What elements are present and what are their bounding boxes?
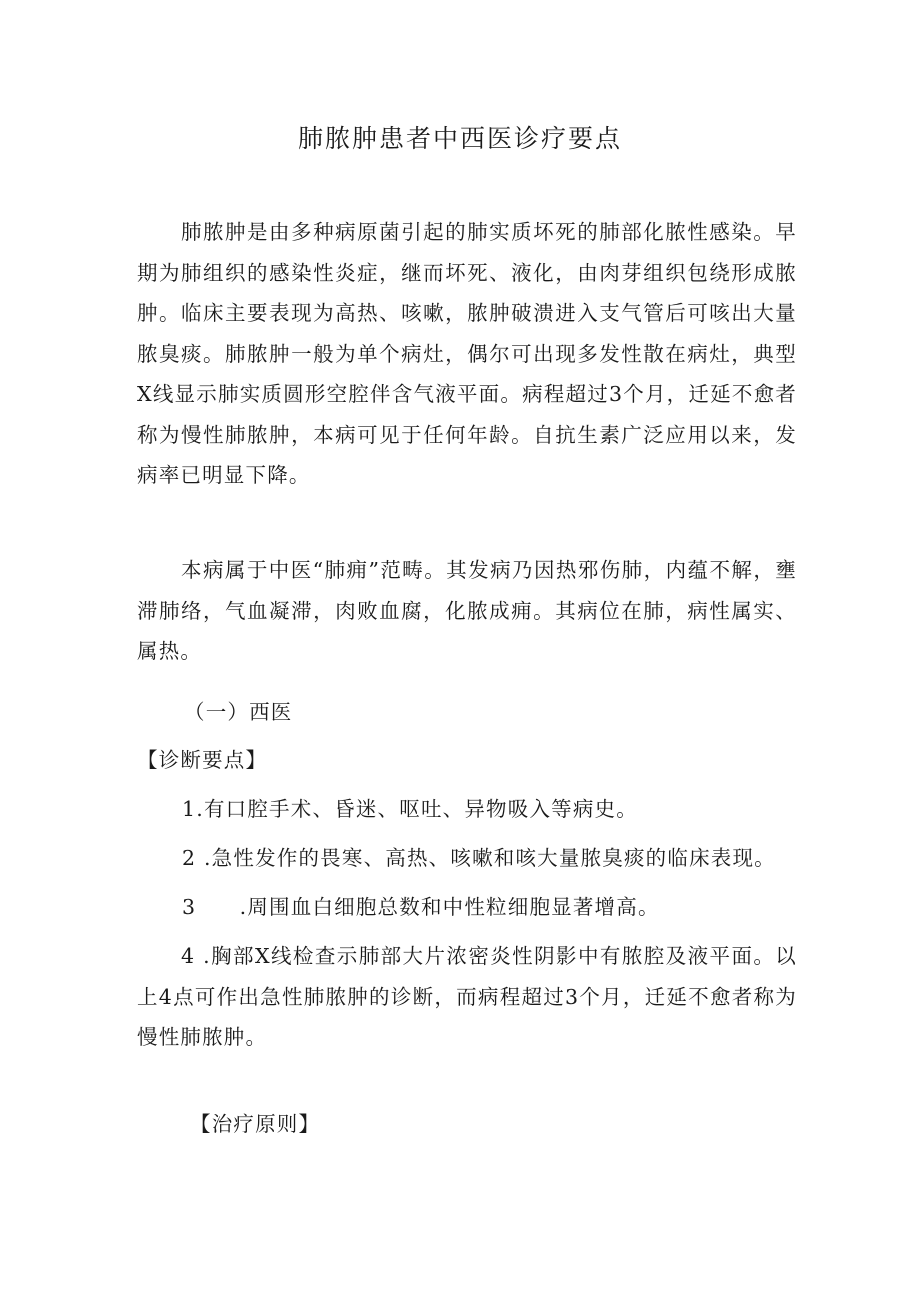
diagnosis-item-3: 3 .周围血白细胞总数和中性粒细胞显著增高。 <box>182 895 660 919</box>
diagnosis-item-2: 2 .急性发作的畏寒、高热、咳嗽和咳大量脓臭痰的临床表现。 <box>182 846 776 870</box>
tcm-paragraph: 本病属于中医“肺痈”范畴。其发病乃因热邪伤肺，内蕴不解，壅滞肺络，气血凝滞，肉败血腐，化脓成痈。其病位在肺，病性属实、属热。 <box>137 558 797 663</box>
diagnosis-item-1: 1.有口腔手术、昏迷、呕吐、异物吸入等病史。 <box>182 797 638 821</box>
diagnosis-item-4: 4 .胸部X线检查示肺部大片浓密炎性阴影中有脓腔及液平面。以上4点可作出急性肺脓肿的诊断，而病程超过3个月，迁延不愈者称为慢性肺脓肿。 <box>137 944 797 1049</box>
heading-diagnosis: 【诊断要点】 <box>137 748 268 772</box>
section-heading-western: （一）西医 <box>184 700 293 724</box>
intro-paragraph: 肺脓肿是由多种病原菌引起的肺实质坏死的肺部化脓性感染。早期为肺组织的感染性炎症，继而坏死、液化，由肉芽组织包绕形成脓肿。临床主要表现为高热、咳嗽，脓肿破溃进入支气管后可咳出大量脓臭痰。肺脓肿一般为单个病灶，偶尔可出现多发性散在病灶，典型X线显示肺实质圆形空腔伴含气液平面。病程超过3个月，迁延不愈者称为慢性肺脓肿，本病可见于任何年龄。自抗生素广泛应用以来，发病率已明显下降。 <box>137 220 797 487</box>
heading-treatment: 【治疗原则】 <box>190 1112 321 1136</box>
page-title: 肺脓肿患者中西医诊疗要点 <box>297 124 622 153</box>
